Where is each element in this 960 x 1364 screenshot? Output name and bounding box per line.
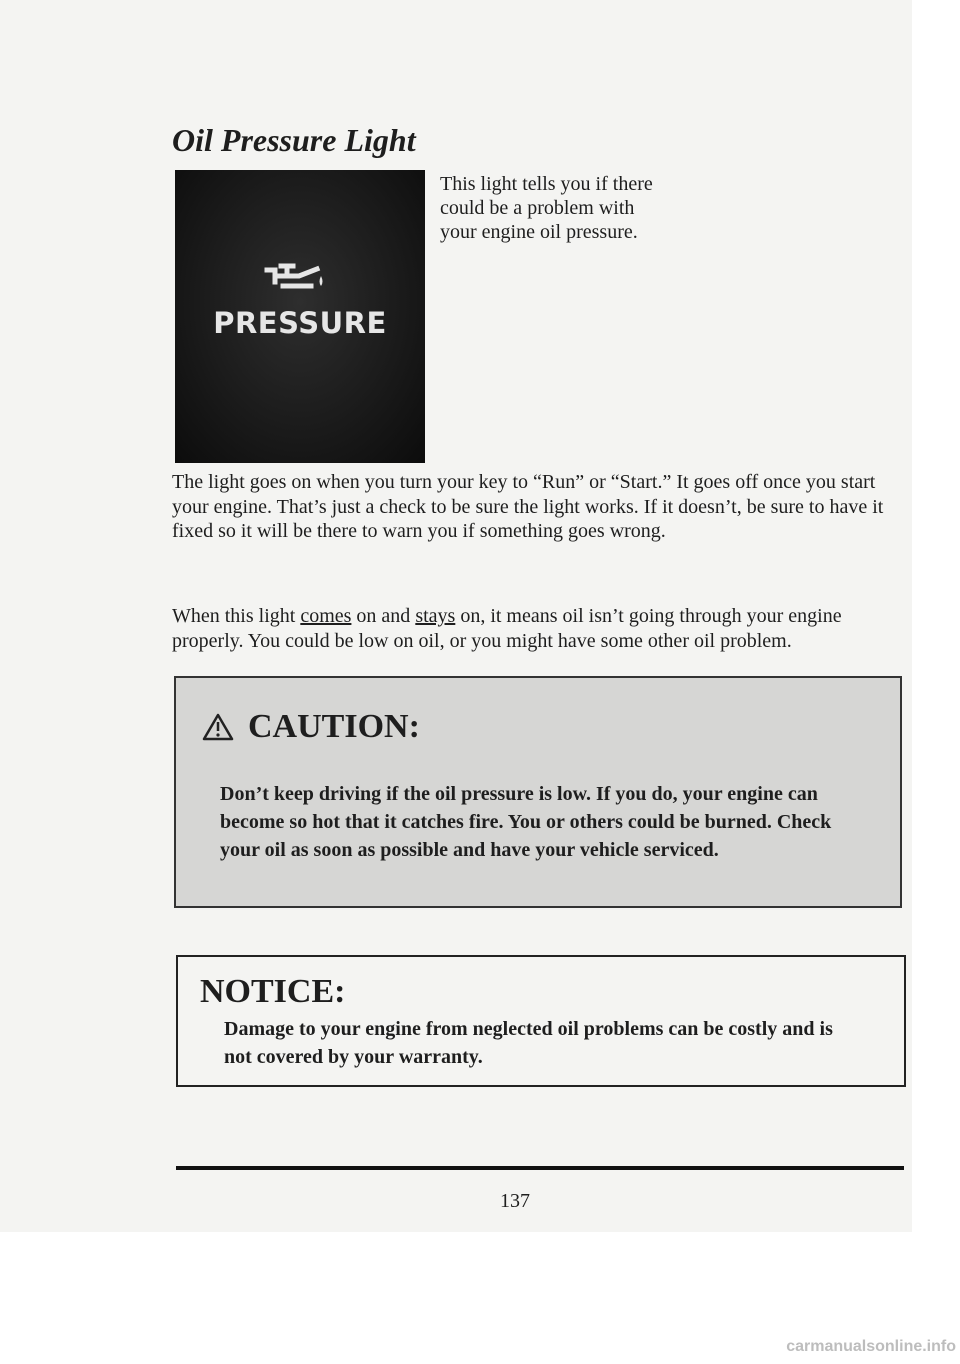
caution-box xyxy=(174,676,902,908)
notice-text: Damage to your engine from neglected oil problems can be costly and is not covered by your warranty. xyxy=(224,1018,833,1068)
caution-title: CAUTION: xyxy=(248,708,420,745)
oil-pressure-indicator xyxy=(175,170,425,463)
underlined-stays: stays xyxy=(415,605,456,627)
warning-triangle-icon xyxy=(202,713,234,741)
paragraph-2-text: on and xyxy=(351,605,416,627)
paragraph-2-text: on, it means oil isn’t going through your engine properly. You could be low on oil, or you might have some other oil problem. xyxy=(172,605,842,652)
paragraph-2 xyxy=(172,604,902,653)
indicator-label: PRESSURE xyxy=(213,306,387,340)
notice-title: NOTICE: xyxy=(200,973,346,1010)
caution-heading xyxy=(202,708,420,746)
section-title: Oil Pressure Light xyxy=(172,122,416,158)
footer-rule xyxy=(176,1166,904,1170)
watermark: carmanualsonline.info xyxy=(786,1338,956,1355)
intro-text: This light tells you if there could be a problem with your engine oil pressure. xyxy=(440,173,653,243)
notice-box xyxy=(176,955,906,1087)
oil-can-icon xyxy=(263,262,333,298)
paragraph-2-text: When this light xyxy=(172,605,301,627)
page-number: 137 xyxy=(500,1190,530,1212)
caution-text: Don’t keep driving if the oil pressure is low. If you do, your engine can become so hot that it catches fire. You or others could be burned. Check your oil as soon as possible and have your vehicle serviced. xyxy=(220,783,832,861)
paragraph-1: The light goes on when you turn your key to “Run” or “Start.” It goes off once you start your engine. That’s just a check to be sure the light works. If it doesn’t, be sure to have it fixed so it will be there to warn you if something goes wrong. xyxy=(172,471,884,542)
underlined-comes: comes xyxy=(300,605,352,627)
